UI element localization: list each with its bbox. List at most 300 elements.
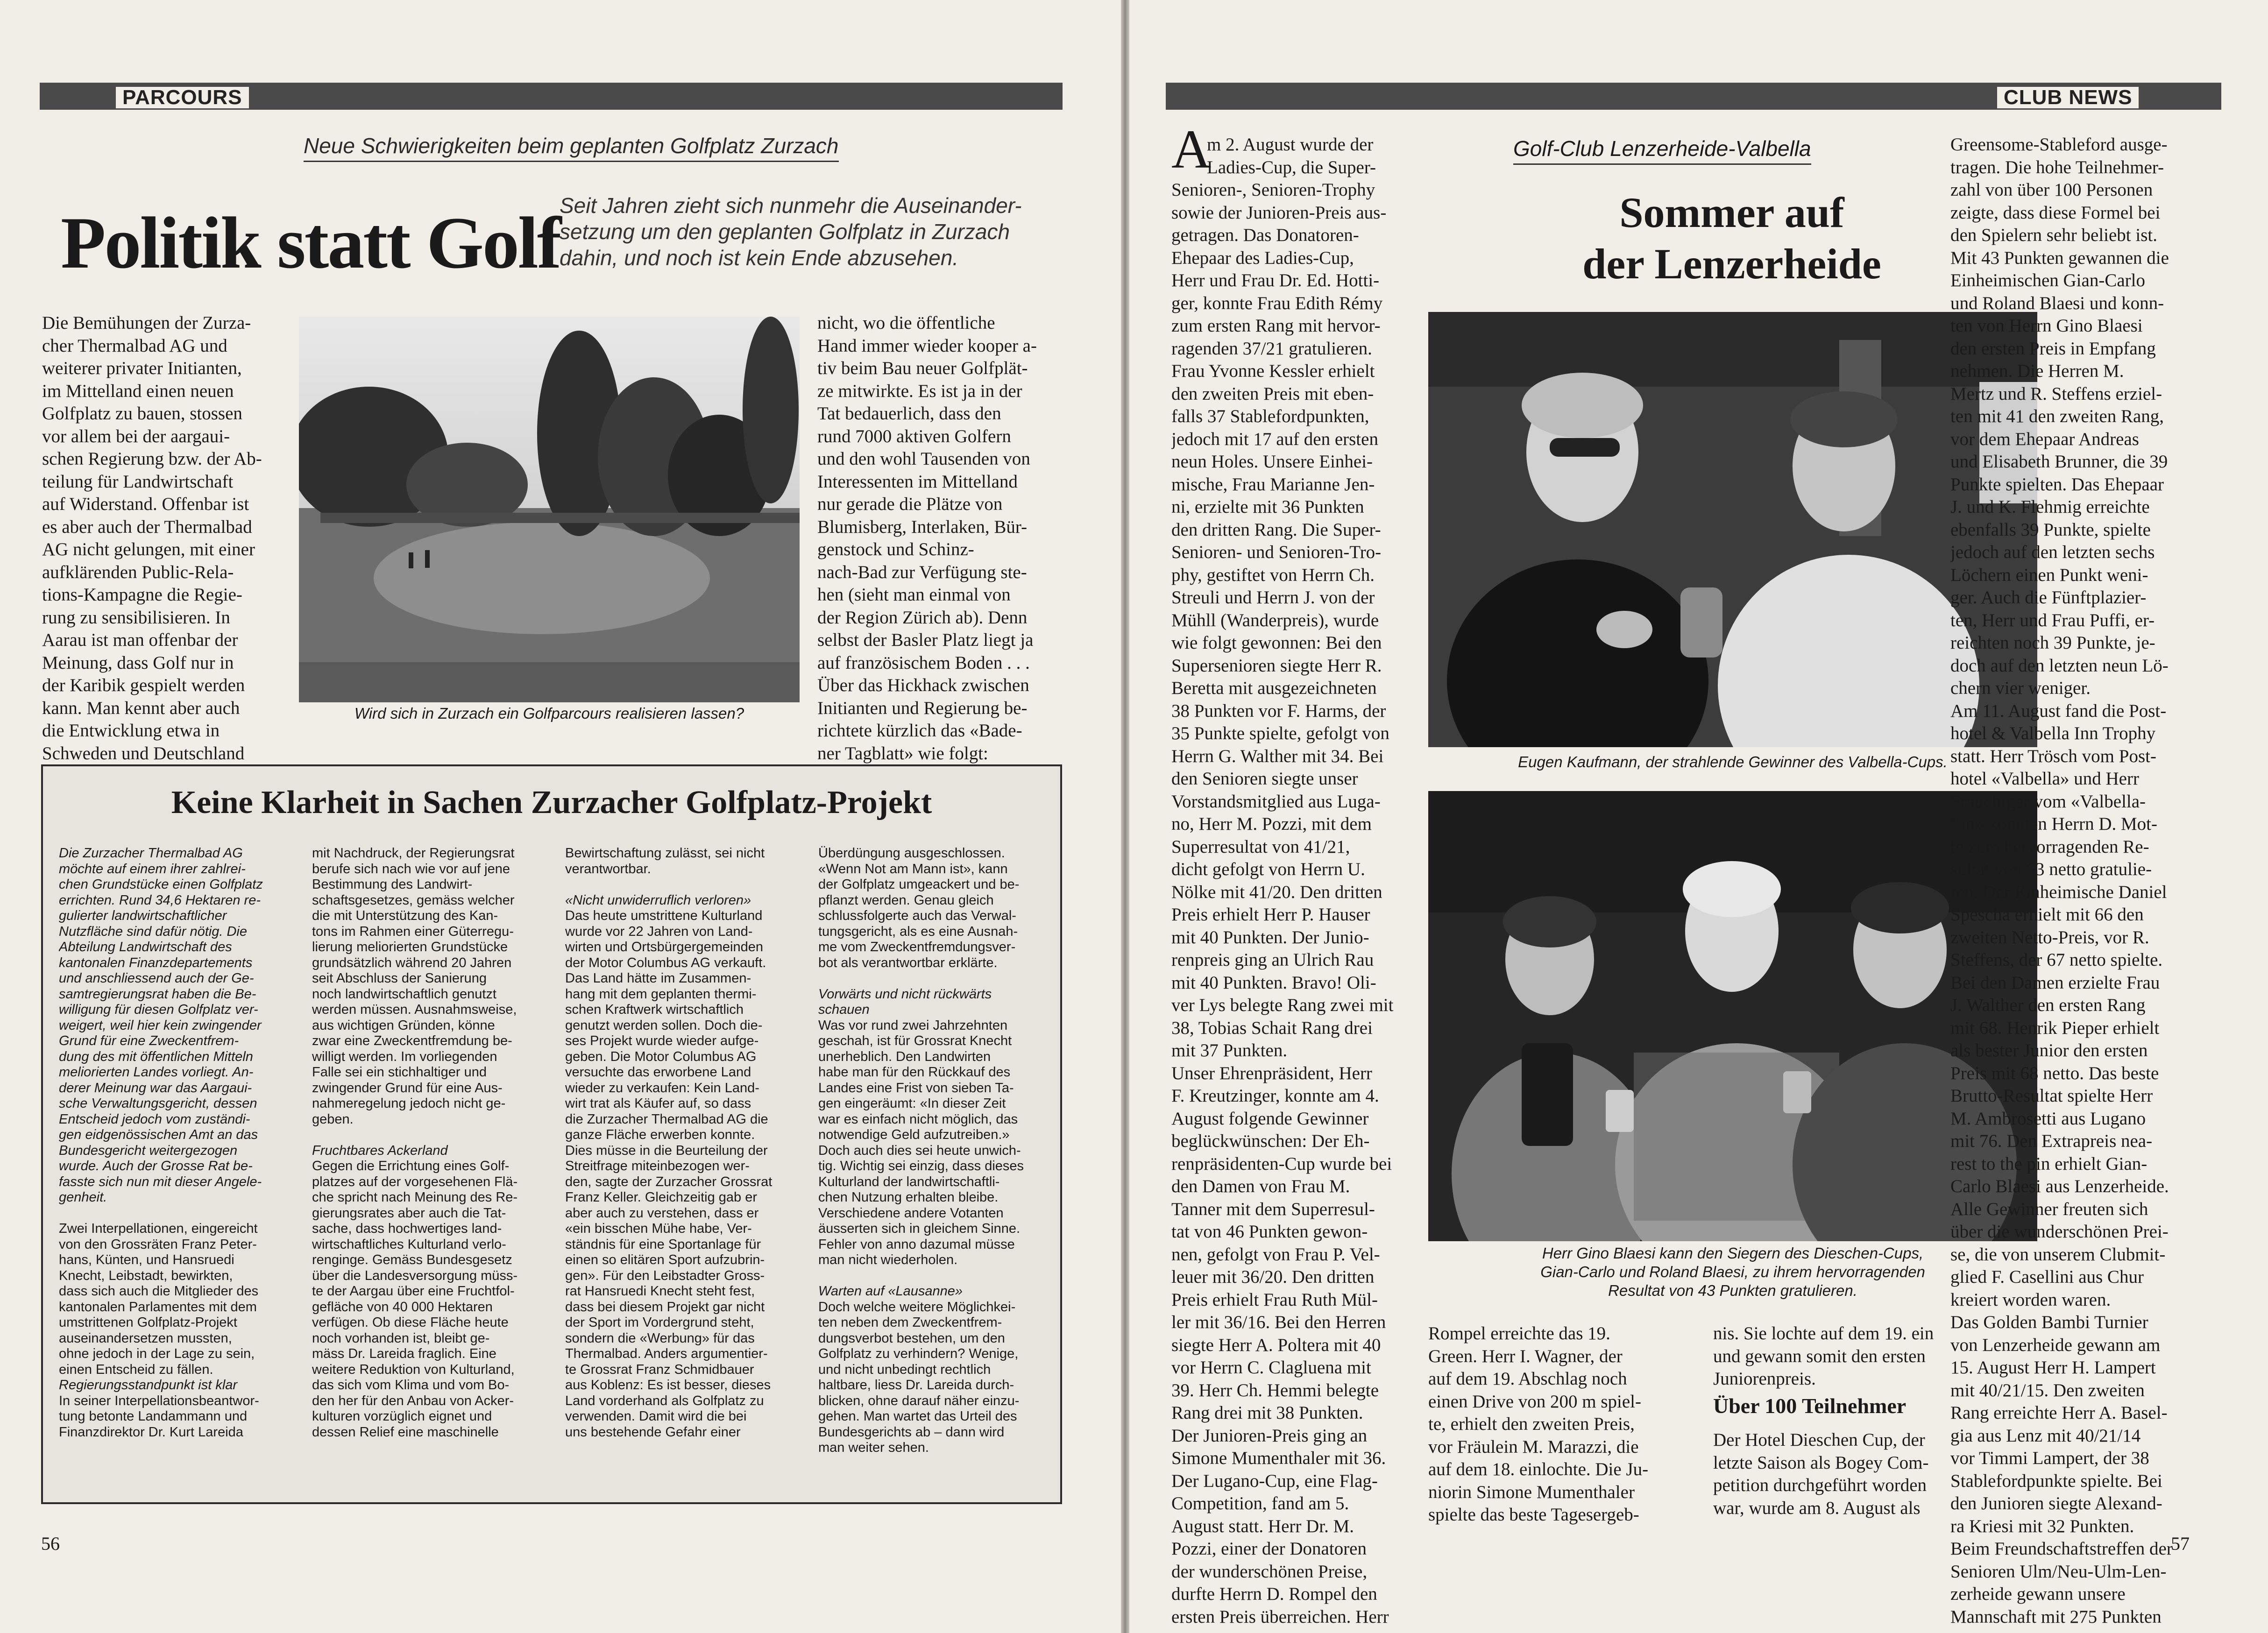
text-line: Das Golden Bambi Turnier xyxy=(1950,1312,2148,1332)
text-line: zum ersten Rang mit hervor- xyxy=(1171,316,1381,336)
text-line: von den Grossräten Franz Peter- xyxy=(59,1237,257,1252)
text-line: Meinung, dass Golf nur in xyxy=(42,652,234,673)
text-line: genheit. xyxy=(59,1190,107,1205)
text-line: zahl von über 100 Personen xyxy=(1950,180,2153,200)
text-line: auf Widerstand. Offenbar ist xyxy=(42,494,249,514)
text-line: selbst der Basler Platz liegt ja xyxy=(817,630,1034,650)
text-line: die Entwicklung etwa in xyxy=(42,721,220,741)
article-column-1 xyxy=(42,312,278,765)
text-line: hans, Künten, und Hansruedi xyxy=(59,1252,234,1267)
text-line: als bester Junior den ersten xyxy=(1950,1040,2148,1060)
text-line: verwenden. Damit wird die bei xyxy=(565,1409,747,1424)
text-line: mit Nachdruck, der Regierungsrat xyxy=(312,846,515,861)
text-line: Der Junioren-Preis ging an xyxy=(1171,1425,1368,1446)
text-line: nach-Bad zur Verfügung ste- xyxy=(817,562,1027,582)
text-line: sultat von 63 netto gratulie- xyxy=(1950,859,2152,879)
text-line: der Sport im Vordergrund steht, xyxy=(565,1315,754,1330)
text-line: Das Land hätte im Zusammen- xyxy=(565,971,751,986)
text-line: Nutzfläche sind dafür nötig. Die xyxy=(59,924,247,939)
text-line: Golfplatz zu verhindern? Wenige, xyxy=(818,1346,1019,1361)
text-line: vor Timmi Lampert, der 38 xyxy=(1950,1448,2149,1468)
text-line: Der Hotel Dieschen Cup, der xyxy=(1713,1430,1925,1450)
text-line: Beretta mit ausgezeichneten xyxy=(1171,678,1377,698)
text-line: Entscheid jedoch vom zuständi- xyxy=(59,1111,250,1127)
text-line: weitere Reduktion von Kulturland, xyxy=(312,1362,515,1377)
text-line: und nicht unbedingt rechtlich xyxy=(818,1362,991,1377)
text-line: den zweiten Preis mit eben- xyxy=(1171,383,1374,404)
text-line: Landes eine Frist von sieben Ta- xyxy=(818,1080,1014,1096)
text-line: se, die von unserem Clubmit- xyxy=(1950,1244,2166,1265)
section-bar-club-news xyxy=(1166,83,2221,110)
text-line: sche Verwaltungsgericht, dessen xyxy=(59,1096,257,1111)
text-line: Beim Freundschaftstreffen der xyxy=(1950,1539,2173,1559)
text-line: kreiert worden waren. xyxy=(1950,1289,2111,1310)
text-line: Ladies-Cup, die Super- xyxy=(1207,157,1376,177)
text-line: falls 37 Stablefordpunkten, xyxy=(1171,406,1369,426)
text-line: gierungsrates aber auch die Tat- xyxy=(312,1205,506,1221)
text-line: rat Hansruedi Knecht steht fest, xyxy=(565,1284,755,1299)
text-line: Preis erhielt Frau Ruth Mül- xyxy=(1171,1289,1378,1310)
text-line: ger, konnte Frau Edith Rémy xyxy=(1171,293,1383,313)
text-line: teilung für Landwirtschaft xyxy=(42,471,234,492)
text-line: Competition, fand am 5. xyxy=(1171,1493,1349,1513)
text-line: spielte das beste Tagesergeb- xyxy=(1428,1505,1639,1525)
text-line: vor allem bei der aargaui- xyxy=(42,426,230,446)
text-line: J. und K. Flehmig erreichte xyxy=(1950,497,2150,517)
text-line: Streitfrage miteinbezogen wer- xyxy=(565,1159,750,1173)
text-line: petition durchgeführt worden xyxy=(1713,1475,1927,1495)
text-line: 15. August Herr H. Lampert xyxy=(1950,1357,2156,1378)
text-line: ten mit 41 den zweiten Rang, xyxy=(1950,406,2164,426)
text-line: Pozzi, einer der Donatoren xyxy=(1171,1539,1367,1559)
text-line: Inn» konnten Herrn D. Mot- xyxy=(1950,814,2157,834)
text-line: haltbare, liess Dr. Lareida durch- xyxy=(818,1378,1014,1393)
text-line xyxy=(312,1127,546,1143)
text-line: rund 7000 aktiven Golfern xyxy=(817,426,1011,446)
text-line: chen Nutzung erhalten bleibe. xyxy=(818,1190,999,1205)
text-line: jedoch mit 17 auf den ersten xyxy=(1171,429,1378,449)
trophy-photo-caption xyxy=(1428,1244,2037,1300)
text-line: me vom Zweckentfremdungsver- xyxy=(818,940,1016,954)
text-line: auf dem 19. Abschlag noch xyxy=(1428,1369,1627,1389)
text-line: ni, erzielte mit 36 Punkten xyxy=(1171,497,1364,517)
text-line: Aarau ist man offenbar der xyxy=(42,630,238,650)
text-line: setzung um den geplanten Golfplatz in Zurzach xyxy=(560,219,1010,244)
text-line: Gegen die Errichtung eines Golf- xyxy=(312,1159,510,1173)
text-line: Mühll (Wanderpreis), wurde xyxy=(1171,610,1379,630)
text-line: Bundesgericht weitergezogen xyxy=(59,1143,238,1158)
text-line: dung des mit öffentlichen Mitteln xyxy=(59,1049,253,1064)
text-line xyxy=(59,1206,292,1222)
text-line: und den wohl Tausenden von xyxy=(817,449,1030,469)
text-line: hotel & Valbella Inn Trophy xyxy=(1950,723,2156,743)
text-line: doch auf den letzten neun Lö- xyxy=(1950,655,2169,676)
club-news-column-2 xyxy=(1428,1322,1694,1527)
text-line: dass sich auch die Mitglieder des xyxy=(59,1284,259,1299)
text-line: tiv beim Bau neuer Golfplät- xyxy=(817,358,1028,378)
text-line: unerheblich. Den Landwirten xyxy=(818,1049,991,1064)
drop-cap: A xyxy=(1171,119,1212,180)
text-line: schen Kraftwerk wirtschaftlich xyxy=(565,1002,744,1017)
text-line: Kulturland der landwirtschaftli- xyxy=(818,1174,1000,1189)
text-line: Bundesgerichts ab – dann wird xyxy=(818,1424,1005,1440)
text-line: no, Herr M. Pozzi, mit dem xyxy=(1171,814,1372,834)
text-line: Rompel erreichte das 19. xyxy=(1428,1323,1610,1343)
text-line: den ersten Preis in Empfang xyxy=(1950,338,2156,359)
text-line: bot als verantwortbar erklärte. xyxy=(818,955,998,970)
text-line: tungsgericht, als es eine Ausnah- xyxy=(818,924,1018,939)
text-line: te der Aargau über eine Fruchtfol- xyxy=(312,1284,515,1299)
article-column-3 xyxy=(817,312,1053,765)
text-line: Falle sei ein stichhaltiger und xyxy=(312,1065,487,1080)
text-line: sowie der Junioren-Preis aus- xyxy=(1171,202,1387,223)
text-line: ten neben dem Zweckentfrem- xyxy=(818,1315,1002,1330)
text-line: wurde. Auch der Grosse Rat be- xyxy=(59,1159,253,1173)
golf-course-photo-caption: Wird sich in Zurzach ein Golfparcours realisieren lassen? xyxy=(354,705,744,722)
text-line: Franz Keller. Gleichzeitig gab er xyxy=(565,1190,758,1205)
text-line: statt. Herr Trösch vom Post- xyxy=(1950,746,2156,766)
text-line: wurde vor 22 Jahren von Land- xyxy=(565,924,753,939)
text-line: Gian-Carlo und Roland Blaesi, zu ihrem hervorragenden xyxy=(1540,1263,1925,1280)
text-line: dungsverbot bestehen, um den xyxy=(818,1330,1005,1346)
text-line: ohne jedoch in der Lage zu sein, xyxy=(59,1346,255,1361)
text-line: Verschiedene andere Votanten xyxy=(818,1205,1004,1221)
text-line: tions-Kampagne die Regie- xyxy=(42,585,242,605)
text-line: genstock und Schinz- xyxy=(817,539,974,559)
text-line: Bewirtschaftung zulässt, sei nicht xyxy=(565,846,765,861)
text-line: hang mit dem geplanten thermi- xyxy=(565,986,757,1002)
text-line: die mit Unterstützung des Kan- xyxy=(312,908,498,923)
text-line: Herrn G. Walther mit 34. Bei xyxy=(1171,746,1384,766)
boxed-article-column-1 xyxy=(59,846,292,1440)
text-line: nis. Sie lochte auf dem 19. ein xyxy=(1713,1323,1934,1343)
text-line: m 2. August wurde der xyxy=(1207,134,1374,155)
text-line: gen». Für den Leibstadter Gross- xyxy=(565,1268,765,1283)
text-line: den, sagte der Zurzacher Grossrat xyxy=(565,1174,773,1189)
text-line: che spricht nach Meinung des Re- xyxy=(312,1190,518,1205)
text-line: den her für den Anbau von Acker- xyxy=(312,1393,514,1408)
text-line: tig. Wichtig sei einzig, dass dieses xyxy=(818,1159,1024,1173)
text-line: Simone Mumenthaler mit 36. xyxy=(1171,1448,1386,1468)
text-line: blicken, ohne darauf näher einzu- xyxy=(818,1393,1020,1408)
text-line: schlussfolgerte auch das Verwal- xyxy=(818,908,1016,923)
text-line: ra Kriesi mit 32 Punkten. xyxy=(1950,1516,2134,1536)
text-line: Überdüngung ausgeschlossen. xyxy=(818,846,1005,861)
text-line: richtete kürzlich das «Bade- xyxy=(817,721,1022,741)
text-line: Dies müsse in die Beurteilung der xyxy=(565,1143,768,1158)
text-line: die Zurzacher Thermalbad AG die xyxy=(565,1111,768,1127)
text-line: der wunderschönen Preise, xyxy=(1171,1561,1368,1582)
text-line: Preis erhielt Herr P. Hauser xyxy=(1171,905,1370,925)
text-line: Thermalbad. Anders argumentier- xyxy=(565,1346,768,1361)
text-line: Der Lugano-Cup, eine Flag- xyxy=(1171,1470,1378,1491)
text-line: glied F. Casellini aus Chur xyxy=(1950,1267,2144,1287)
text-line: den Junioren siegte Alexand- xyxy=(1950,1493,2162,1513)
section-label-parcours: PARCOURS xyxy=(114,85,250,110)
text-line: Herr Gino Blaesi kann den Siegern des Dieschen-Cups, xyxy=(1542,1244,1924,1262)
text-line: und Elisabeth Brunner, die 39 xyxy=(1950,452,2168,472)
text-line: wirt trat als Käufer auf, so dass xyxy=(565,1096,751,1111)
text-line: tons im Rahmen einer Güterregu- xyxy=(312,924,514,939)
article-deck xyxy=(560,192,1022,271)
text-line: vor Herrn C. Clagluena mit xyxy=(1171,1357,1371,1378)
text-line: Fehler von anno dazumal müsse xyxy=(818,1237,1015,1252)
text-line: Juniorenpreis. xyxy=(1713,1369,1816,1389)
text-line: zweiten Netto-Preis, vor R. xyxy=(1950,927,2149,947)
text-line: tragen. Die hohe Teilnehmer- xyxy=(1950,157,2164,177)
text-line: Grund für eine Zweckentfrem- xyxy=(59,1033,239,1048)
boxed-article-column-2 xyxy=(312,846,546,1440)
text-line: äusserten sich in gleichem Sinne. xyxy=(818,1221,1021,1236)
text-line: habe man für den Rückkauf des xyxy=(818,1065,1011,1080)
text-line: zwar eine Zweckentfremdung be- xyxy=(312,1033,512,1048)
text-line: zwingender Grund für eine Aus- xyxy=(312,1080,503,1096)
text-line: vor dem Ehepaar Andreas xyxy=(1950,429,2139,449)
text-line: Hand immer wieder kooper a- xyxy=(817,335,1037,356)
text-line: Was vor rund zwei Jahrzehnten xyxy=(818,1018,1008,1033)
text-line: einen so elitären Sport aufzubrin- xyxy=(565,1252,765,1267)
text-line: ständnis für eine Sportanlage für xyxy=(565,1237,761,1252)
text-line: notwendige Geld aufzutreiben.» xyxy=(818,1127,1010,1142)
club-headline-line-1: Sommer auf xyxy=(1619,189,1844,236)
text-line: ze mitwirkte. Es ist ja in der xyxy=(817,381,1022,401)
text-line: neun Holes. Unsere Einhei- xyxy=(1171,452,1373,472)
text-line: Streuli und Herrn J. von der xyxy=(1171,587,1375,608)
text-line: Schweden und Deutschland xyxy=(42,743,245,763)
text-line: man weiter sehen. xyxy=(818,1440,929,1455)
text-line: Doch auch dies sei heute unwich- xyxy=(818,1143,1021,1158)
club-subhead: Über 100 Teilnehmer xyxy=(1713,1394,1907,1418)
text-line: In seiner Interpellationsbeantwor- xyxy=(59,1393,259,1408)
text-line: nur gerade die Plätze von xyxy=(817,494,1003,514)
text-line: dass bei diesem Projekt gar nicht xyxy=(565,1299,765,1315)
text-line: noch landwirtschaftlich genutzt xyxy=(312,986,496,1002)
text-line: Vorstandsmitglied aus Luga- xyxy=(1171,791,1381,812)
text-line: Alle Gewinner freuten sich xyxy=(1950,1199,2148,1219)
trophy-photo-image xyxy=(1428,791,2037,1241)
text-line: mische, Frau Marianne Jen- xyxy=(1171,474,1375,495)
text-line: werden müssen. Ausnahmsweise, xyxy=(312,1002,517,1017)
winner-photo-caption: Eugen Kaufmann, der strahlende Gewinner des Valbella-Cups. xyxy=(1518,753,1948,771)
text-line: Interessenten im Mittelland xyxy=(817,471,1018,492)
text-line: willigung für diesen Golfplatz ver- xyxy=(59,1002,258,1017)
text-line: seit Abschluss der Sanierung xyxy=(312,971,487,986)
text-line: Blumisberg, Interlaken, Bür- xyxy=(817,516,1028,537)
text-line: «Wenn Not am Mann ist», kann xyxy=(818,861,1008,877)
text-line: man nicht wiederholen. xyxy=(818,1252,958,1267)
text-line: zeigte, dass diese Formel bei xyxy=(1950,202,2161,223)
text-line: 38, Tobias Schait Rang drei xyxy=(1171,1018,1373,1038)
text-line: lierung meliorierten Grundstücke xyxy=(312,940,508,954)
text-line: samtregierungsrat haben die Be- xyxy=(59,986,256,1002)
text-line: auf dem 18. einlochte. Die Ju- xyxy=(1428,1459,1649,1479)
text-line: nicht, wo die öffentliche xyxy=(817,313,995,333)
text-line: weiterer privater Initianten, xyxy=(42,358,242,378)
text-line: Abteilung Landwirtschaft des xyxy=(59,940,232,954)
text-line: noch vorhanden ist, bleibt ge- xyxy=(312,1330,490,1346)
text-line: nehmen. Die Herren M. xyxy=(1950,361,2124,381)
text-line: Nölke mit 41/20. Den dritten xyxy=(1171,882,1382,902)
text-line: AG nicht gelungen, mit einer xyxy=(42,539,255,559)
text-line: ten von Herrn Gino Blaesi xyxy=(1950,316,2143,336)
text-line: ses Projekt wurde wieder aufge- xyxy=(565,1033,759,1048)
club-headline xyxy=(1428,187,2035,290)
boxed-article-column-3 xyxy=(565,846,799,1440)
text-line: chern vier weniger. xyxy=(1950,678,2091,698)
text-line: getragen. Das Donatoren- xyxy=(1171,225,1359,245)
text-line: wie folgt gewonnen: Bei den xyxy=(1171,633,1382,653)
text-line: schaftsgesetzes, gemäss welcher xyxy=(312,892,515,908)
text-line: ger. Auch die Fünftplazier- xyxy=(1950,587,2147,608)
text-line: aufklärenden Public-Rela- xyxy=(42,562,234,582)
text-line: gia aus Lenz mit 40/21/14 xyxy=(1950,1425,2141,1446)
text-line: schen Regierung bzw. der Ab- xyxy=(42,449,262,469)
text-line xyxy=(818,1268,1052,1284)
text-line: F. Kreutzinger, konnte am 4. xyxy=(1171,1086,1379,1106)
text-line: mit 40 Punkten. Bravo! Oli- xyxy=(1171,972,1376,993)
text-line: geschah, ist für Grossrat Knecht xyxy=(818,1033,1012,1048)
text-line: Tat bedauerlich, dass den xyxy=(817,403,1001,424)
winner-photo-image xyxy=(1428,312,2037,747)
text-line: mit 40/21/15. Den zweiten xyxy=(1950,1380,2145,1400)
text-line: Doch welche weitere Möglichkei- xyxy=(818,1299,1016,1315)
text-line: schauen xyxy=(818,1002,870,1017)
text-line: verantwortbar. xyxy=(565,861,651,877)
text-line: Land vorderhand als Golfplatz zu xyxy=(565,1393,764,1408)
winner-photo xyxy=(1428,312,2037,747)
text-line: hen (sieht man einmal von xyxy=(817,585,1011,605)
text-line: das sich vom Klima und vom Bo- xyxy=(312,1378,510,1393)
boxed-article-title: Keine Klarheit in Sachen Zurzacher Golfplatz-Projekt xyxy=(171,785,932,820)
text-line: te Grossrat Franz Schmidbauer xyxy=(565,1362,754,1377)
text-line: der Golfplatz umgeackert und be- xyxy=(818,877,1020,892)
text-line: 35 Punkte spielte, gefolgt von xyxy=(1171,723,1389,743)
text-line: verfügen. Ob diese Fläche heute xyxy=(312,1315,509,1330)
text-line: gehen. Man wartet das Urteil des xyxy=(818,1409,1017,1424)
text-line: es aber auch der Thermalbad xyxy=(42,516,252,537)
text-line: nen, gefolgt von Frau P. Vel- xyxy=(1171,1244,1380,1265)
text-line: Superresultat von 41/21, xyxy=(1171,836,1350,857)
text-line: den Senioren siegte unser xyxy=(1171,769,1358,789)
section-bar-parcours xyxy=(40,83,1063,110)
text-line: Ehepaar des Ladies-Cup, xyxy=(1171,247,1354,268)
text-line: tung betonte Landammann und xyxy=(59,1409,248,1424)
text-line: pflanzt werden. Genau gleich xyxy=(818,892,994,908)
text-line: der Motor Columbus AG verkauft. xyxy=(565,955,766,970)
text-line: nahmeregelung jedoch nicht ge- xyxy=(312,1096,506,1111)
text-line: tat von 46 Punkten gewon- xyxy=(1171,1222,1368,1242)
text-line: platzes auf der vorgesehenen Flä- xyxy=(312,1174,518,1189)
text-line: hotel «Valbella» und Herr xyxy=(1950,769,2139,789)
text-line: zerheide gewann unsere xyxy=(1950,1584,2126,1604)
text-line: renpreis ging an Ulrich Rau xyxy=(1171,950,1374,970)
text-line: dessen Relief eine maschinelle xyxy=(312,1424,499,1440)
text-line: Senioren-, Senioren-Trophy xyxy=(1171,180,1375,200)
text-line: gulierter landwirtschaftlicher xyxy=(59,908,227,923)
text-line: Mannschaft mit 275 Punkten xyxy=(1950,1606,2162,1627)
text-line: dicht gefolgt von Herrn U. xyxy=(1171,859,1365,879)
text-line: war, wurde am 8. August als xyxy=(1713,1498,1921,1518)
text-line: mit 68. Henrik Pieper erhielt xyxy=(1950,1018,2160,1038)
text-line: Mit 43 Punkten gewannen die xyxy=(1950,247,2169,268)
text-line: renginge. Gemäss Bundesgesetz xyxy=(312,1252,512,1267)
text-line: rung zu sensibilisieren. In xyxy=(42,607,230,628)
text-line: Green. Herr I. Wagner, der xyxy=(1428,1346,1623,1366)
text-line: reichten noch 39 Punkte, je- xyxy=(1950,633,2155,653)
text-line: Mertz und R. Steffens erziel- xyxy=(1950,383,2162,404)
text-line: einen Drive von 200 m spiel- xyxy=(1428,1391,1641,1412)
text-line: Brutto-Resultat spielte Herr xyxy=(1950,1086,2153,1106)
text-line: Supersenioren siegte Herr R. xyxy=(1171,655,1382,676)
text-line: fasste sich nun mit dieser Angele- xyxy=(59,1174,262,1189)
text-line: der Karibik gespielt werden xyxy=(42,675,245,695)
text-line: Vorwärts und nicht rückwärts xyxy=(818,986,992,1002)
text-line: mit 37 Punkten. xyxy=(1171,1040,1288,1060)
club-headline-line-2: der Lenzerheide xyxy=(1582,240,1881,288)
text-line: te zum hervorragenden Re- xyxy=(1950,836,2149,857)
text-line: ersten Preis überreichen. Herr xyxy=(1171,1606,1389,1627)
text-line: Carlo Blaesi aus Lenzerheide. xyxy=(1950,1176,2169,1196)
text-line: einen Entscheid zu fällen. xyxy=(59,1362,213,1377)
text-line: auf französischem Boden . . . xyxy=(817,652,1030,673)
text-line: leuer mit 36/20. Den dritten xyxy=(1171,1267,1375,1287)
text-line: M. Ambrosetti aus Lugano xyxy=(1950,1108,2146,1129)
text-line: Senioren Ulm/Neu-Ulm-Len- xyxy=(1950,1561,2167,1582)
text-line: Warten auf «Lausanne» xyxy=(818,1284,963,1299)
page-number-right: 57 xyxy=(2171,1533,2190,1554)
article-kicker: Neue Schwierigkeiten beim geplanten Golfplatz Zurzach xyxy=(304,133,839,162)
text-line: uns bestehende Gefahr einer xyxy=(565,1424,741,1440)
text-line: rest to the pin erhielt Gian- xyxy=(1950,1153,2148,1174)
text-line: «Nicht unwiderruflich verloren» xyxy=(565,892,751,908)
text-line: mäss Dr. Lareida fraglich. Eine xyxy=(312,1346,496,1361)
text-line: Bestimmung des Landwirt- xyxy=(312,877,473,892)
boxed-article xyxy=(41,764,1062,1504)
text-line: ebenfalls 39 Punkte, spielte xyxy=(1950,519,2151,540)
text-line: Einheimischen Gian-Carlo xyxy=(1950,270,2145,290)
text-line: letzte Saison als Bogey Com- xyxy=(1713,1452,1929,1473)
text-line: möchte auf einem ihrer zahlrei- xyxy=(59,861,246,877)
boxed-article-column-4 xyxy=(818,846,1052,1456)
text-line: aus Koblenz: Es ist besser, dieses xyxy=(565,1378,771,1393)
text-line: Punkte spielten. Das Ehepaar xyxy=(1950,474,2164,495)
text-line: renpräsidenten-Cup wurde bei xyxy=(1171,1153,1392,1174)
text-line: und anschliessend auch der Ge- xyxy=(59,971,254,986)
golf-course-photo-image xyxy=(299,317,800,702)
text-line: chen Grundstücke einen Golfplatz xyxy=(59,877,263,892)
text-line: Seit Jahren zieht sich nunmehr die Auseinander- xyxy=(560,193,1022,218)
text-line: ragenden 37/21 gratulieren. xyxy=(1171,338,1372,359)
text-line: siegte Herr A. Poltera mit 40 xyxy=(1171,1335,1381,1355)
text-line: Bei den Damen erzielte Frau xyxy=(1950,972,2160,993)
text-line: Frauchiger vom «Valbella- xyxy=(1950,791,2146,812)
text-line: Über das Hickhack zwischen xyxy=(817,675,1029,695)
text-line: Greensome-Stableford ausge- xyxy=(1950,134,2168,155)
text-line: Steffens, der 67 netto spielte. xyxy=(1950,950,2163,970)
text-line: über die Landesversorgung müss- xyxy=(312,1268,518,1283)
text-line: Die Zurzacher Thermalbad AG xyxy=(59,846,243,861)
text-line: genutzt werden sollen. Doch die- xyxy=(565,1018,763,1033)
text-line: sondern die «Werbung» für das xyxy=(565,1330,755,1346)
text-line: ren. Der Einheimische Daniel xyxy=(1950,882,2167,902)
text-line: Die Bemühungen der Zurza- xyxy=(42,313,251,333)
text-line: den dritten Rang. Die Super- xyxy=(1171,519,1381,540)
text-line: kann. Man kennt aber auch xyxy=(42,698,240,718)
text-line: ganze Fläche erwerben konnte. xyxy=(565,1127,755,1142)
text-line: geben. xyxy=(312,1111,354,1127)
text-line: beglückwünschen: Der Eh- xyxy=(1171,1131,1370,1151)
article-headline: Politik statt Golf xyxy=(61,202,560,284)
